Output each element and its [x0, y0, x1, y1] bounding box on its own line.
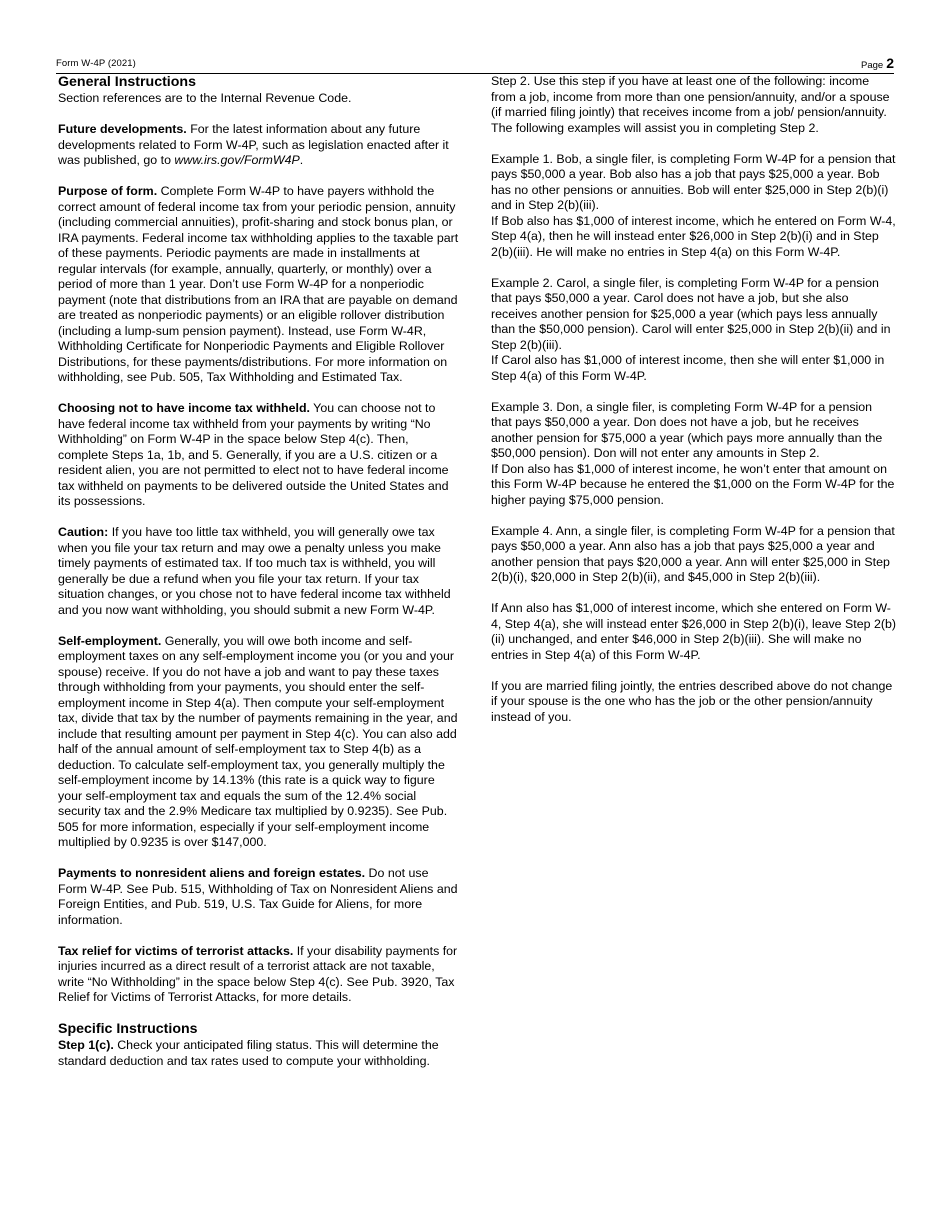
example-2-followup: If Carol also has $1,000 of interest income, then she will enter $1,000 in Step 4(a) of this Form W-4P.	[491, 353, 885, 383]
example-3: Example 3. Don, a single filer, is completing Form W-4P for a pension that pays $50,000 a year. Don does not have a job, but he receives another pension for $75,000 a year (which pays more annually than the $50,000 pension). Don will not enter any amounts in Step 2.	[491, 399, 883, 460]
section-references: Section references are to the Internal Revenue Code.	[58, 91, 352, 105]
example-4: Example 4. Ann, a single filer, is completing Form W-4P for a pension that pays $50,000 a year. Ann also has a job that pays $25,000 a year and another pension that pays $20,000 a year. Ann will enter $25,000 in Step 2(b)(i), $20,000 in Step 2(b)(ii), and $45,000 in Step 2(b)(iii).	[491, 523, 895, 584]
step-2-intro: Step 2. Use this step if you have at least one of the following: income from a job, income from more than one pension/annuity, and/or a spouse (if married filing jointly) that receives income from a job/ pension/annuity. The following examples will assist you in completing Step 2.	[491, 74, 890, 135]
example-1: Example 1. Bob, a single filer, is completing Form W-4P for a pension that pays $50,000 a year. Bob also has a job that pays $25,000 a year. Bob has no other pensions or annuities. Bob will enter $25,000 in Step 2(b)(i) and in Step 2(b)(iii).	[491, 151, 896, 212]
step-1c-text: Check your anticipated filing status. This will determine the standard deduction and tax rates used to compute your withholding.	[58, 1038, 439, 1068]
caution	[58, 525, 460, 618]
terrorist-attacks	[58, 944, 460, 1006]
future-developments-end: .	[299, 153, 304, 167]
self-employment-title: Self-employment.	[58, 633, 162, 648]
choosing-not-withheld	[58, 401, 460, 510]
page-indicator	[861, 55, 894, 71]
example-2: Example 2. Carol, a single filer, is completing Form W-4P for a pension that pays $50,000 a year. Carol does not have a job, but she also receives another pension for $25,000 a year (which pays less annually than the $50,000 pension). Carol will enter $25,000 in Step 2(b)(ii) and in Step 2(b)(iii).	[491, 275, 891, 352]
future-developments-text: For the latest information about any future developments related to Form W-4P, such as legislation enacted after it was published, go to	[58, 122, 449, 167]
caution-title: Caution:	[58, 525, 109, 539]
example-1-followup: If Bob also has $1,000 of interest income, which he entered on Form W-4, Step 4(a), then he will instead enter $26,000 in Step 2(b)(i) and in Step 2(b)(iii). He will make no entries in Step 4(a) on this Form W-4P.	[491, 213, 896, 259]
step-1c-title: Step 1(c).	[58, 1038, 114, 1052]
left-column	[58, 74, 460, 1085]
nonresident-title: Payments to nonresident aliens and foreign estates.	[58, 866, 366, 880]
general-instructions-heading: General Instructions	[58, 74, 196, 90]
choosing-title: Choosing not to have income tax withheld.	[58, 401, 310, 415]
purpose-text: Complete Form W-4P to have payers withhold the correct amount of federal income tax from your periodic pension, annuity (including commercial annuities), profit-sharing and stock bonus plan, or IRA payments. Federal income tax withholding applies to the taxable part of these payments. Periodic payments are made in installments at regular intervals (for example, annually, quarterly, or monthly) over a period of more than 1 year. Don’t use Form W-4P for a nonperiodic payment (note that distributions from an IRA that are payable on demand are treated as nonperiodic payments) or an eligible rollover distribution (including a lump-sum pension payment). Instead, use Form W-4R, Withholding Certificate for Nonperiodic Payments and Eligible Rollover Distributions, for these payments/distributions. For more information on withholding, see Pub. 505, Tax Withholding and Estimated Tax.	[58, 184, 459, 384]
future-developments-title: Future developments.	[58, 122, 187, 136]
nonresident-aliens	[58, 866, 460, 928]
page-number: 2	[886, 55, 894, 71]
future-developments	[58, 122, 460, 169]
example-3-followup: If Don also has $1,000 of interest income, he won’t enter that amount on this Form W-4P because he entered the $1,000 on the Form W-4P for the higher paying $75,000 pension.	[491, 461, 895, 507]
purpose-of-form	[58, 184, 460, 386]
form-label: Form W-4P (2021)	[56, 58, 136, 69]
page-word: Page	[861, 60, 884, 71]
terrorist-text: If your disability payments for injuries incurred as a direct result of a terrorist attack are not taxable, write “No Withholding” in the space below Step 4(c). See Pub. 3920, Tax Relief for Victims of Terrorist Attacks, for more details.	[58, 943, 458, 1004]
self-employment	[58, 634, 460, 851]
step-1c	[58, 1038, 460, 1069]
choosing-text: You can choose not to have federal income tax withheld from your payments by writing “No Withholding” on Form W-4P in the space below Step 4(c). Then, complete Steps 1a, 1b, and 5. Generally, if you are a U.S. citizen or a resident alien, you are not permitted to elect not to have federal income tax withheld on payments to be delivered outside the United States and its possessions.	[58, 401, 449, 508]
specific-instructions-heading: Specific Instructions	[58, 1021, 198, 1037]
irs-link[interactable]: www.irs.gov/FormW4P	[174, 153, 300, 167]
nonresident-text: Do not use Form W-4P. See Pub. 515, Withholding of Tax on Nonresident Aliens and Foreign Entities, and Pub. 519, U.S. Tax Guide for Aliens, for more information.	[58, 866, 458, 927]
purpose-title: Purpose of form.	[58, 184, 158, 198]
right-column	[491, 74, 896, 741]
self-employment-text: Generally, you will owe both income and self-employment taxes on any self-employment income you (or you and your spouse) receive. If you do not have a job and want to pay these taxes through withholding from your payments, you should enter the self-employment income in Step 4(a). Then compute your self-employment tax, divide that tax by the number of payments remaining in the year, and include that resulting amount per payment in Step 4(c). You can also add half of the annual amount of self-employment tax to Step 4(b) as a deduction. To calculate self-employment tax, you generally multiply the self-employment income by 14.13% (this rate is a quick way to figure your self-employment tax and equals the sum of the 12.4% social security tax and the 2.9% Medicare tax multiplied by 0.9235). See Pub. 505 for more information, especially if your self-employment income multiplied by 0.9235 is over $147,000.	[58, 633, 458, 849]
married-filing-jointly: If you are married filing jointly, the entries described above do not change if your spouse is the one who has the job or the other pension/annuity instead of you.	[491, 678, 893, 724]
caution-text: If you have too little tax withheld, you will generally owe tax when you file your tax return and may owe a penalty unless you make timely payments of estimated tax. If too much tax is withheld, you will generally be due a refund when you file your tax return. If your tax situation changes, or you chose not to have federal income tax withheld and you now want withholding, you should submit a new Form W-4P.	[58, 525, 451, 617]
example-4-followup: If Ann also has $1,000 of interest income, which she entered on Form W-4, Step 4(a), she will instead enter $26,000 in Step 2(b)(i), leave Step 2(b)(ii) unchanged, and enter $46,000 in Step 2(b)(iii). She will make no entries in Step 4(a) of this Form W-4P.	[491, 601, 896, 662]
terrorist-title: Tax relief for victims of terrorist attacks.	[58, 943, 294, 958]
